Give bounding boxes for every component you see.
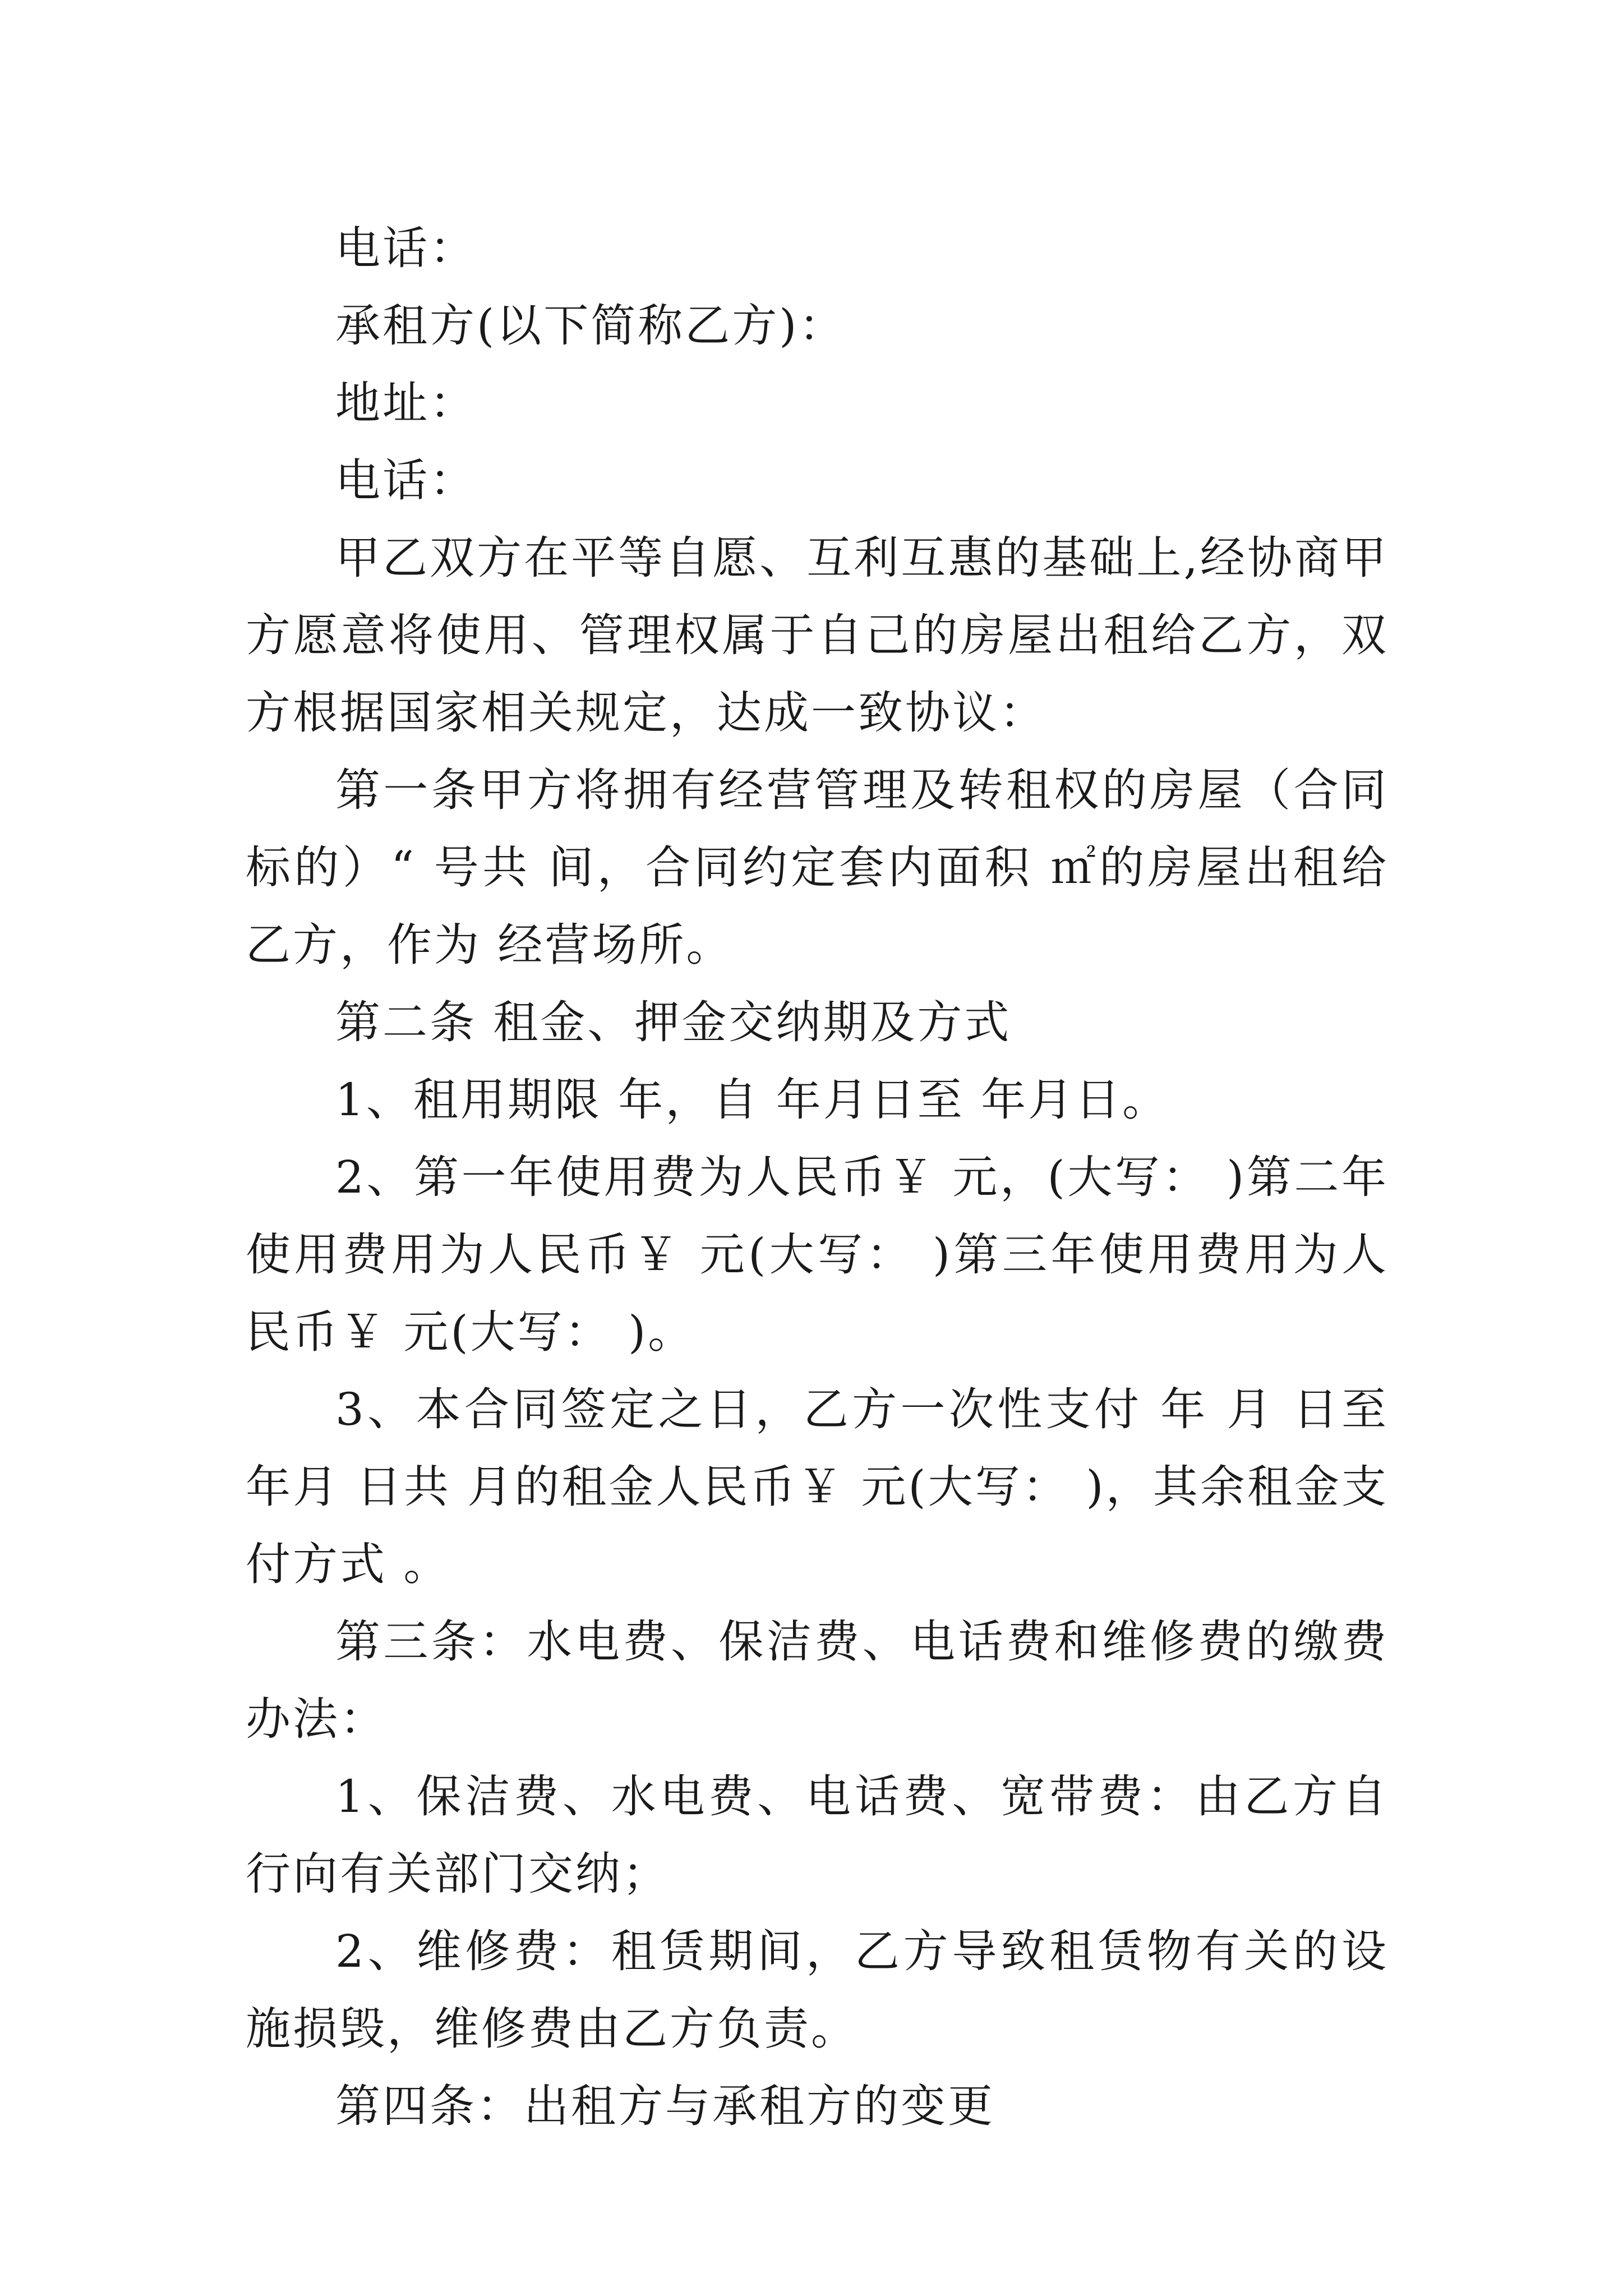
paragraph-article-2-item-3: 3、本合同签定之日，乙方一次性支付 年 月 日至 年月 日共 月的租金人民币￥ 元(大写： )，其余租金支付方式 。 — [246, 1383, 1405, 1590]
paragraph-article-3-item-2: 2、维修费：租赁期间，乙方导致租赁物有关的设施损毁，维修费由乙方负责。 — [246, 1925, 1389, 2055]
heading-article-4: 第四条：出租方与承租方的变更 — [335, 2080, 995, 2132]
heading-article-3: 第三条：水电费、保洁费、电话费和维修费的缴费办法： — [246, 1616, 1389, 1745]
paragraph-preamble: 甲乙双方在平等自愿、互利互惠的基础上,经协商甲方愿意将使用、管理权属于自己的房屋出租给乙方，双方根据国家相关规定，达成一致协议： — [246, 532, 1389, 739]
paragraph-lessee-phone: 电话： — [335, 454, 477, 507]
paragraph-lessor-phone: 电话： — [335, 222, 477, 274]
paragraph-article-1: 第一条甲方将拥有经营管理及转租权的房屋（合同标的）“ 号共 间，合同约定套内面积 ㎡的房屋出租给乙方，作为 经营场所。 — [246, 764, 1389, 971]
heading-article-2: 第二条 租金、押金交纳期及方式 — [335, 996, 1012, 1048]
paragraph-article-2-item-1: 1、租用期限 年，自 年月日至 年月日。 — [335, 1074, 1170, 1126]
paragraph-lessee: 承租方(以下简称乙方)： — [335, 300, 846, 352]
paragraph-article-3-item-1: 1、保洁费、水电费、电话费、宽带费：由乙方自行向有关部门交纳； — [246, 1770, 1389, 1900]
paragraph-lessee-address: 地址： — [335, 377, 477, 429]
paragraph-article-2-item-2: 2、第一年使用费为人民币￥ 元，(大写： )第二年使用费用为人民币￥ 元(大写： )第三年使用费用为人民币￥ 元(大写： )。 — [246, 1151, 1389, 1358]
document-body — [246, 210, 1405, 2145]
